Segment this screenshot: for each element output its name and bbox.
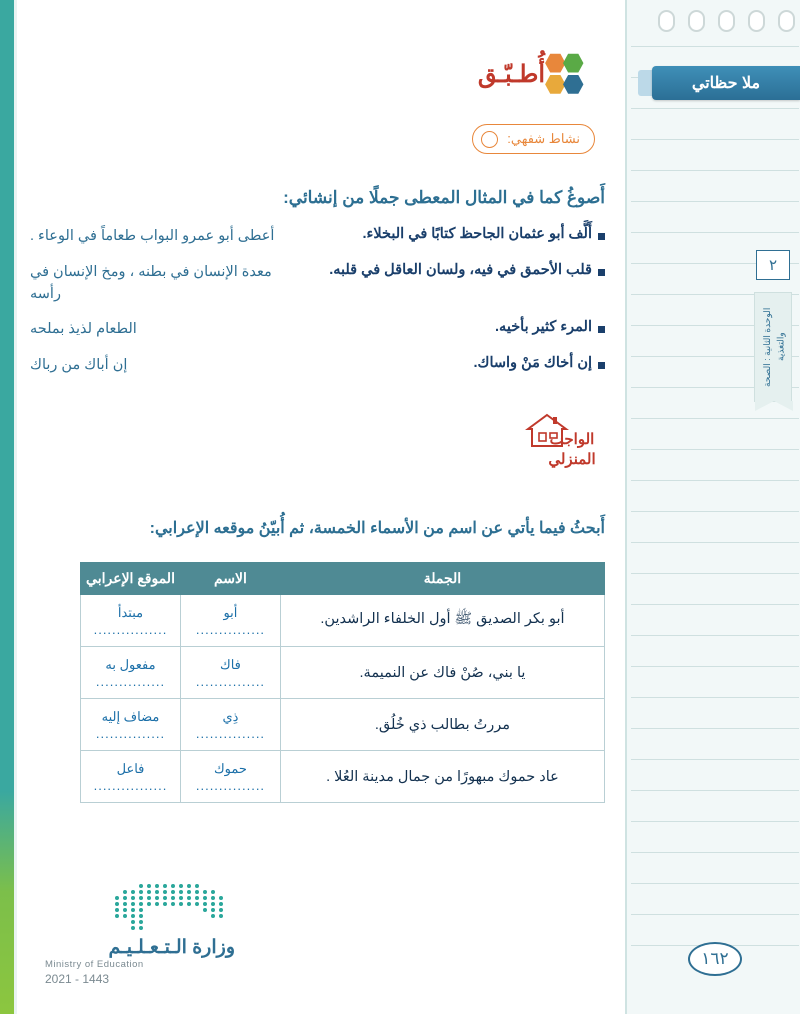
logo-dot (115, 902, 119, 906)
notes-line (631, 821, 799, 822)
notes-line (631, 449, 799, 450)
logo-dot (139, 902, 143, 906)
logo-dot (131, 890, 135, 894)
square-bullet-icon (598, 362, 605, 369)
oral-activity-badge (472, 124, 595, 154)
logo-dot (123, 908, 127, 912)
cell-sentence: مررتُ بطالب ذي خُلُق. (280, 699, 604, 751)
oral-activity-label: نشاط شفهي: (507, 131, 580, 146)
notes-tab[interactable]: ملا حظاتي (652, 66, 800, 100)
column-header-name: الاسم (180, 563, 280, 595)
logo-dot (171, 884, 175, 888)
square-bullet-icon (598, 269, 605, 276)
logo-dot (139, 890, 143, 894)
logo-dot (139, 914, 143, 918)
logo-dot (195, 902, 199, 906)
answer-dotted-line: ................ (93, 778, 168, 793)
notes-line (631, 201, 799, 202)
answer-name: ذِي (222, 709, 239, 724)
spiral-binding (635, 10, 795, 34)
logo-dot (187, 902, 191, 906)
logo-dot (155, 902, 159, 906)
logo-dot (187, 890, 191, 894)
logo-dot (139, 908, 143, 912)
spiral-hole-icon (748, 10, 765, 32)
logo-dot (171, 902, 175, 906)
logo-dot (131, 914, 135, 918)
homework-title: الواجب المنزلي (548, 431, 596, 469)
answer-position: مبتدأ (117, 605, 144, 620)
logo-dot (171, 890, 175, 894)
page-number: ١٦٢ (688, 942, 742, 976)
logo-dot (147, 890, 151, 894)
cell-sentence: يا بني، صُنْ فاك عن النميمة. (280, 647, 604, 699)
logo-dot (219, 914, 223, 918)
examples-list (30, 226, 605, 391)
notes-line (631, 170, 799, 171)
logo-dot (115, 914, 119, 918)
notes-line (631, 232, 799, 233)
logo-dot (147, 902, 151, 906)
spiral-hole-icon (688, 10, 705, 32)
spiral-hole-icon (658, 10, 675, 32)
logo-dot (123, 914, 127, 918)
answer-position: مفعول به (105, 657, 156, 672)
homework-instruction: أَبحثُ فيما يأتي عن اسم من الأسماء الخمسة، ثم أُبيّنُ موقعه الإعرابي: (149, 520, 605, 537)
answer-position: مضاف إليه (101, 709, 160, 724)
logo-dot (131, 920, 135, 924)
cell-position[interactable] (81, 751, 181, 803)
logo-dot (131, 908, 135, 912)
logo-dot (203, 896, 207, 900)
logo-dot (123, 896, 127, 900)
table-row (81, 751, 605, 803)
logo-dot (211, 914, 215, 918)
answer-name: أبو (223, 605, 238, 620)
example-answer: إن أباك من رباك (30, 357, 128, 373)
logo-dot (187, 896, 191, 900)
notes-line (631, 511, 799, 512)
logo-dot (179, 896, 183, 900)
page-edge-decoration (0, 0, 14, 1014)
circle-icon (481, 131, 498, 148)
notes-line (631, 604, 799, 605)
cell-sentence: عاد حموك مبهورًا من جمال مدينة العُلا . (280, 751, 604, 803)
logo-dot (219, 902, 223, 906)
footer-year: 2021 - 1443 (45, 972, 110, 986)
logo-dot (139, 884, 143, 888)
grammar-table (80, 562, 605, 803)
cell-name[interactable] (180, 595, 280, 647)
notes-panel (625, 0, 800, 1014)
logo-dot (179, 890, 183, 894)
logo-dot (155, 890, 159, 894)
logo-dot (203, 908, 207, 912)
table-row (81, 699, 605, 751)
ministry-logo-icon (115, 884, 235, 932)
table-row (81, 647, 605, 699)
example-answer: معدة الإنسان في بطنه ، ومخ الإنسان في رأسه (30, 263, 272, 302)
notes-ruled-lines (631, 46, 799, 946)
logo-dot (211, 890, 215, 894)
logo-dot (139, 926, 143, 930)
logo-dot (115, 908, 119, 912)
ministry-name-en: Ministry of Education (45, 959, 144, 970)
spiral-hole-icon (778, 10, 795, 32)
ministry-footer (45, 884, 235, 986)
square-bullet-icon (598, 326, 605, 333)
square-bullet-icon (598, 233, 605, 240)
logo-dot (139, 896, 143, 900)
notes-line (631, 914, 799, 915)
logo-dot (163, 890, 167, 894)
answer-dotted-line: ............... (195, 622, 266, 637)
logo-dot (163, 896, 167, 900)
logo-dot (115, 896, 119, 900)
logo-dot (219, 896, 223, 900)
cell-name[interactable] (180, 751, 280, 803)
notes-tab-edge (638, 70, 652, 96)
notes-line (631, 139, 799, 140)
answer-name: فاك (220, 657, 241, 672)
answer-dotted-line: ............... (195, 674, 266, 689)
unit-ribbon (754, 292, 792, 402)
logo-dot (131, 896, 135, 900)
ministry-name-ar: وزارة الـتـعـلـيـم (108, 937, 235, 958)
notes-line (631, 480, 799, 481)
example-model: المرء كثير بأخيه. (495, 319, 605, 335)
section-title: أُطـبّـق (477, 61, 545, 88)
notes-line (631, 46, 799, 47)
logo-dot (131, 926, 135, 930)
answer-name: حموك (213, 761, 247, 776)
logo-dot (163, 884, 167, 888)
notes-line (631, 573, 799, 574)
logo-dot (139, 920, 143, 924)
column-header-sentence: الجملة (280, 563, 604, 595)
example-answer: الطعام لذيذ بملحه (30, 321, 137, 338)
cell-name[interactable] (180, 699, 280, 751)
logo-dot (195, 896, 199, 900)
answer-dotted-line: ................ (93, 622, 168, 637)
logo-dot (155, 884, 159, 888)
logo-dot (211, 902, 215, 906)
logo-dot (147, 884, 151, 888)
list-item (30, 355, 605, 377)
notes-line (631, 542, 799, 543)
logo-dot (195, 890, 199, 894)
table-row (81, 595, 605, 647)
list-item (30, 319, 605, 341)
notes-line (631, 697, 799, 698)
example-model: إن أخاك مَنْ واساك. (473, 355, 605, 371)
notes-line (631, 728, 799, 729)
logo-dot (155, 896, 159, 900)
logo-dot (211, 908, 215, 912)
logo-dot (211, 896, 215, 900)
answer-dotted-line: ............... (95, 726, 166, 741)
activity-instruction: أَصوغُ كما في المثال المعطى جملًا من إنشائي: (283, 188, 605, 207)
answer-dotted-line: ............... (95, 674, 166, 689)
document-page (17, 0, 625, 1014)
unit-ribbon-label: الوحدة الثانية : الصحة والتغذية (762, 307, 786, 387)
logo-dot (123, 902, 127, 906)
logo-dot (203, 902, 207, 906)
unit-number-badge: ٢ (756, 250, 790, 280)
notes-line (631, 108, 799, 109)
cell-sentence: أبو بكر الصديق ﷺ أول الخلفاء الراشدين. (280, 595, 604, 647)
notes-line (631, 790, 799, 791)
column-header-position: الموقع الإعرابي (81, 563, 181, 595)
example-model: أَلَّف أبو عثمان الجاحظ كتابًا في البخلاء. (363, 226, 605, 242)
logo-dot (187, 884, 191, 888)
logo-dot (171, 896, 175, 900)
logo-dot (123, 890, 127, 894)
list-item (30, 262, 605, 306)
logo-dot (195, 884, 199, 888)
notes-line (631, 418, 799, 419)
notes-line (631, 635, 799, 636)
cell-position[interactable] (81, 595, 181, 647)
answer-dotted-line: ............... (195, 726, 266, 741)
example-answer: أعطى أبو عمرو البواب طعاماً في الوعاء . (30, 228, 275, 244)
logo-dot (179, 902, 183, 906)
logo-dot (147, 896, 151, 900)
logo-dot (203, 890, 207, 894)
example-model: قلب الأحمق في فيه، ولسان العاقل في قلبه. (329, 262, 605, 278)
cell-name[interactable] (180, 647, 280, 699)
notes-line (631, 883, 799, 884)
notes-line (631, 666, 799, 667)
logo-dot (163, 902, 167, 906)
cell-position[interactable] (81, 647, 181, 699)
answer-dotted-line: ............... (195, 778, 266, 793)
table-header-row (81, 563, 605, 595)
answer-position: فاعل (116, 761, 145, 776)
logo-dot (219, 908, 223, 912)
cell-position[interactable] (81, 699, 181, 751)
notes-line (631, 852, 799, 853)
logo-dot (131, 902, 135, 906)
spiral-hole-icon (718, 10, 735, 32)
list-item (30, 226, 605, 248)
logo-dot (179, 884, 183, 888)
notes-line (631, 759, 799, 760)
